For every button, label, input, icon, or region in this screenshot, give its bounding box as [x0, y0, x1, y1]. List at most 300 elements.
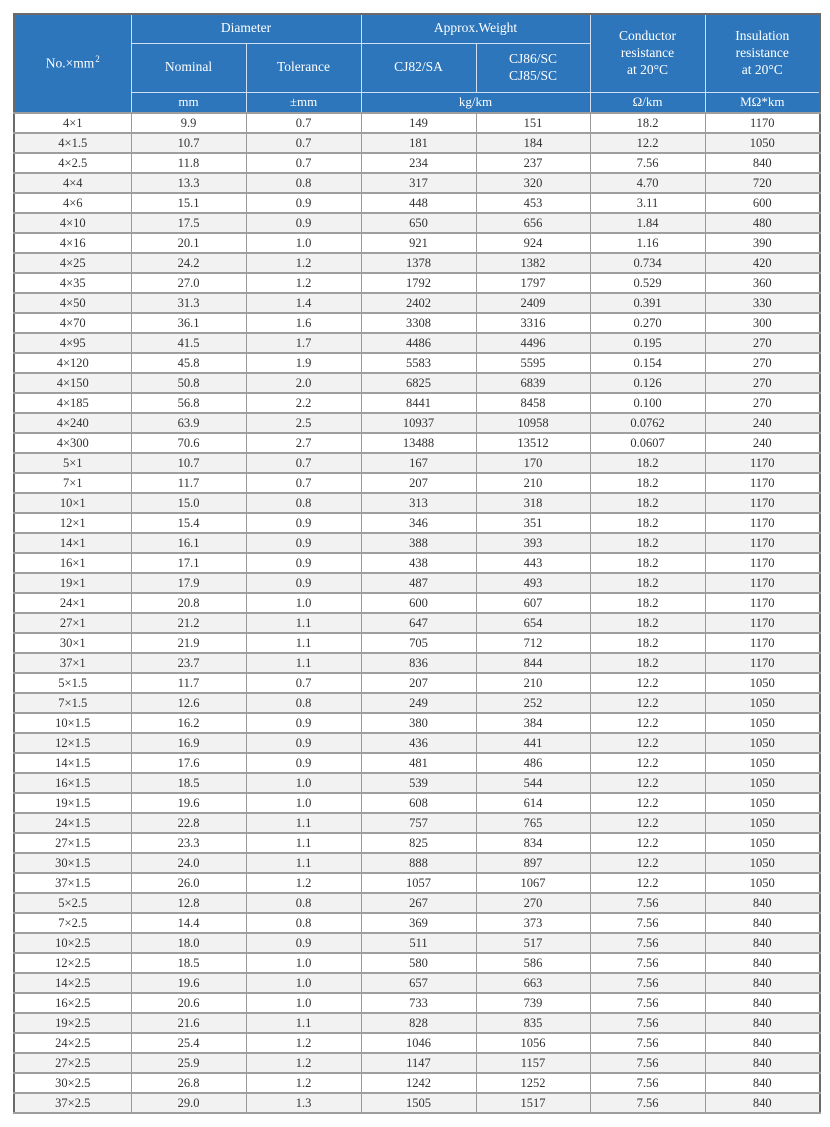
cell-nominal-diameter: 22.8: [131, 813, 246, 833]
cell-cj82-weight: 207: [361, 473, 476, 493]
cell-conductor-resistance: 0.0607: [590, 433, 705, 453]
table-row: [14, 133, 820, 153]
cell-cj82-weight: 487: [361, 573, 476, 593]
cell-tolerance: 1.0: [246, 993, 361, 1013]
table-row: [14, 533, 820, 553]
cell-cj86-weight: 1157: [476, 1053, 590, 1073]
cell-nominal-diameter: 18.5: [131, 953, 246, 973]
cell-cj82-weight: 10937: [361, 413, 476, 433]
cell-cj82-weight: 1505: [361, 1093, 476, 1113]
cell-nominal-diameter: 12.6: [131, 693, 246, 713]
cell-cj86-weight: 844: [476, 653, 590, 673]
cell-insulation-resistance: 1050: [705, 673, 820, 693]
table-row: [14, 773, 820, 793]
cell-nominal-diameter: 36.1: [131, 313, 246, 333]
cell-cj82-weight: 181: [361, 133, 476, 153]
cell-nominal-diameter: 13.3: [131, 173, 246, 193]
cell-cj82-weight: 1046: [361, 1033, 476, 1053]
cell-nominal-diameter: 56.8: [131, 393, 246, 413]
cell-cj82-weight: 249: [361, 693, 476, 713]
cell-cj82-weight: 2402: [361, 293, 476, 313]
cell-cj82-weight: 380: [361, 713, 476, 733]
table-row: [14, 273, 820, 293]
cell-cj86-weight: 151: [476, 113, 590, 133]
cell-conductor-resistance: 4.70: [590, 173, 705, 193]
cell-insulation-resistance: 270: [705, 353, 820, 373]
cell-nominal-diameter: 9.9: [131, 113, 246, 133]
cell-cj86-weight: 1056: [476, 1033, 590, 1053]
table-row: [14, 793, 820, 813]
cell-tolerance: 2.0: [246, 373, 361, 393]
cell-insulation-resistance: 1050: [705, 873, 820, 893]
cell-tolerance: 1.7: [246, 333, 361, 353]
cell-cj86-weight: 924: [476, 233, 590, 253]
cell-cj82-weight: 1147: [361, 1053, 476, 1073]
cell-insulation-resistance: 1050: [705, 833, 820, 853]
cell-size: 4×25: [14, 253, 131, 273]
cell-size: 14×1.5: [14, 753, 131, 773]
cell-size: 24×2.5: [14, 1033, 131, 1053]
cell-size: 10×1: [14, 493, 131, 513]
table-row: [14, 673, 820, 693]
table-row: [14, 1093, 820, 1113]
cell-cj86-weight: 453: [476, 193, 590, 213]
cell-size: 4×10: [14, 213, 131, 233]
cell-nominal-diameter: 26.0: [131, 873, 246, 893]
cell-size: 14×2.5: [14, 973, 131, 993]
cell-conductor-resistance: 18.2: [590, 553, 705, 573]
cell-size: 5×1.5: [14, 673, 131, 693]
cell-cj86-weight: 384: [476, 713, 590, 733]
cell-cj82-weight: 600: [361, 593, 476, 613]
cell-size: 27×1.5: [14, 833, 131, 853]
cell-cj86-weight: 897: [476, 853, 590, 873]
cell-cj86-weight: 8458: [476, 393, 590, 413]
cell-conductor-resistance: 7.56: [590, 1093, 705, 1113]
cell-cj82-weight: 828: [361, 1013, 476, 1033]
cell-insulation-resistance: 420: [705, 253, 820, 273]
cell-conductor-resistance: 12.2: [590, 733, 705, 753]
cell-size: 27×2.5: [14, 1053, 131, 1073]
cell-cj82-weight: 369: [361, 913, 476, 933]
cell-conductor-resistance: 0.126: [590, 373, 705, 393]
header-insulation-line2: resistance: [735, 44, 789, 60]
cell-cj82-weight: 481: [361, 753, 476, 773]
cell-size: 27×1: [14, 613, 131, 633]
header-size-label: No.×mm: [45, 55, 95, 71]
cell-cj82-weight: 539: [361, 773, 476, 793]
cell-conductor-resistance: 0.391: [590, 293, 705, 313]
header-insulation-line3: at 20°C: [741, 61, 783, 77]
cell-nominal-diameter: 17.6: [131, 753, 246, 773]
cell-cj82-weight: 388: [361, 533, 476, 553]
cell-size: 4×185: [14, 393, 131, 413]
cell-size: 4×300: [14, 433, 131, 453]
cell-tolerance: 0.7: [246, 113, 361, 133]
cell-size: 4×6: [14, 193, 131, 213]
cell-conductor-resistance: 1.16: [590, 233, 705, 253]
table-row: [14, 233, 820, 253]
cell-cj86-weight: 739: [476, 993, 590, 1013]
cell-tolerance: 0.8: [246, 913, 361, 933]
cell-nominal-diameter: 10.7: [131, 453, 246, 473]
cell-nominal-diameter: 19.6: [131, 973, 246, 993]
cell-insulation-resistance: 1170: [705, 653, 820, 673]
header-size: [14, 14, 131, 113]
cell-cj86-weight: 5595: [476, 353, 590, 373]
cell-tolerance: 0.9: [246, 713, 361, 733]
cell-conductor-resistance: 7.56: [590, 993, 705, 1013]
cell-size: 37×1.5: [14, 873, 131, 893]
cell-conductor-resistance: 7.56: [590, 893, 705, 913]
cell-tolerance: 1.1: [246, 613, 361, 633]
table-row: [14, 473, 820, 493]
cell-cj86-weight: 712: [476, 633, 590, 653]
cell-tolerance: 1.0: [246, 973, 361, 993]
cell-cj82-weight: 580: [361, 953, 476, 973]
cell-cj82-weight: 13488: [361, 433, 476, 453]
cell-insulation-resistance: 840: [705, 933, 820, 953]
cell-cj86-weight: 663: [476, 973, 590, 993]
table-body: [14, 113, 820, 1113]
cell-cj82-weight: 207: [361, 673, 476, 693]
cell-insulation-resistance: 270: [705, 333, 820, 353]
unit-tolerance-mm: ±mm: [246, 92, 361, 113]
cell-cj82-weight: 511: [361, 933, 476, 953]
cell-size: 30×2.5: [14, 1073, 131, 1093]
cell-cj86-weight: 10958: [476, 413, 590, 433]
table-row: [14, 653, 820, 673]
cell-insulation-resistance: 840: [705, 1093, 820, 1113]
cell-nominal-diameter: 23.3: [131, 833, 246, 853]
cell-cj86-weight: 210: [476, 473, 590, 493]
cell-tolerance: 0.9: [246, 513, 361, 533]
cell-insulation-resistance: 330: [705, 293, 820, 313]
cell-nominal-diameter: 50.8: [131, 373, 246, 393]
cell-conductor-resistance: 12.2: [590, 853, 705, 873]
cell-nominal-diameter: 10.7: [131, 133, 246, 153]
cell-insulation-resistance: 1170: [705, 633, 820, 653]
cell-tolerance: 0.7: [246, 133, 361, 153]
cell-cj86-weight: 373: [476, 913, 590, 933]
cell-size: 4×150: [14, 373, 131, 393]
cell-conductor-resistance: 18.2: [590, 653, 705, 673]
cell-size: 16×1: [14, 553, 131, 573]
cell-insulation-resistance: 600: [705, 193, 820, 213]
cell-nominal-diameter: 41.5: [131, 333, 246, 353]
cell-size: 4×16: [14, 233, 131, 253]
cell-size: 7×2.5: [14, 913, 131, 933]
cell-cj82-weight: 705: [361, 633, 476, 653]
cell-size: 37×1: [14, 653, 131, 673]
cell-nominal-diameter: 24.0: [131, 853, 246, 873]
cell-insulation-resistance: 1050: [705, 813, 820, 833]
cell-conductor-resistance: 18.2: [590, 573, 705, 593]
cell-nominal-diameter: 26.8: [131, 1073, 246, 1093]
table-row: [14, 813, 820, 833]
cable-spec-table: [13, 13, 821, 1114]
cell-tolerance: 0.9: [246, 193, 361, 213]
cell-insulation-resistance: 1170: [705, 593, 820, 613]
cell-tolerance: 1.4: [246, 293, 361, 313]
cell-tolerance: 1.9: [246, 353, 361, 373]
table-row: [14, 1013, 820, 1033]
cell-tolerance: 2.2: [246, 393, 361, 413]
table-row: [14, 973, 820, 993]
cell-cj86-weight: 320: [476, 173, 590, 193]
cell-insulation-resistance: 840: [705, 953, 820, 973]
cell-cj82-weight: 836: [361, 653, 476, 673]
cell-tolerance: 1.0: [246, 953, 361, 973]
cell-insulation-resistance: 720: [705, 173, 820, 193]
cell-tolerance: 1.0: [246, 593, 361, 613]
cell-insulation-resistance: 1170: [705, 113, 820, 133]
cell-tolerance: 1.3: [246, 1093, 361, 1113]
table-row: [14, 353, 820, 373]
cell-nominal-diameter: 21.2: [131, 613, 246, 633]
table-row: [14, 433, 820, 453]
cell-cj86-weight: 834: [476, 833, 590, 853]
cell-cj82-weight: 608: [361, 793, 476, 813]
cell-cj86-weight: 517: [476, 933, 590, 953]
cell-cj86-weight: 4496: [476, 333, 590, 353]
cell-cj86-weight: 270: [476, 893, 590, 913]
cell-cj86-weight: 6839: [476, 373, 590, 393]
cell-insulation-resistance: 840: [705, 1073, 820, 1093]
cell-size: 16×2.5: [14, 993, 131, 1013]
cell-tolerance: 0.7: [246, 673, 361, 693]
cell-size: 30×1: [14, 633, 131, 653]
cell-tolerance: 0.8: [246, 693, 361, 713]
cell-conductor-resistance: 7.56: [590, 913, 705, 933]
cell-cj86-weight: 1252: [476, 1073, 590, 1093]
table-row: [14, 633, 820, 653]
table-row: [14, 213, 820, 233]
cell-cj82-weight: 657: [361, 973, 476, 993]
cell-insulation-resistance: 1170: [705, 453, 820, 473]
cell-size: 12×1.5: [14, 733, 131, 753]
cell-cj86-weight: 586: [476, 953, 590, 973]
cell-conductor-resistance: 12.2: [590, 753, 705, 773]
cell-cj82-weight: 888: [361, 853, 476, 873]
cell-insulation-resistance: 480: [705, 213, 820, 233]
cell-size: 24×1.5: [14, 813, 131, 833]
cell-size: 19×1.5: [14, 793, 131, 813]
cell-cj82-weight: 825: [361, 833, 476, 853]
cell-insulation-resistance: 1050: [705, 733, 820, 753]
cell-cj82-weight: 647: [361, 613, 476, 633]
cell-conductor-resistance: 0.0762: [590, 413, 705, 433]
table-row: [14, 373, 820, 393]
cell-tolerance: 0.8: [246, 493, 361, 513]
cell-nominal-diameter: 27.0: [131, 273, 246, 293]
header-tolerance: Tolerance: [246, 43, 361, 92]
cell-cj82-weight: 436: [361, 733, 476, 753]
cell-tolerance: 1.1: [246, 633, 361, 653]
table-row: [14, 413, 820, 433]
cell-conductor-resistance: 7.56: [590, 153, 705, 173]
table-row: [14, 1073, 820, 1093]
cell-cj82-weight: 438: [361, 553, 476, 573]
cell-cj86-weight: 13512: [476, 433, 590, 453]
cell-cj86-weight: 170: [476, 453, 590, 473]
table-row: [14, 953, 820, 973]
cell-conductor-resistance: 18.2: [590, 533, 705, 553]
table-row: [14, 733, 820, 753]
cell-insulation-resistance: 1170: [705, 613, 820, 633]
table-row: [14, 253, 820, 273]
cell-cj86-weight: 656: [476, 213, 590, 233]
cell-tolerance: 1.0: [246, 233, 361, 253]
cell-conductor-resistance: 18.2: [590, 513, 705, 533]
cell-nominal-diameter: 17.1: [131, 553, 246, 573]
header-insulation-resistance: [705, 14, 820, 92]
header-insulation-line1: Insulation: [735, 27, 790, 43]
header-row-groups: [14, 14, 820, 43]
cell-size: 10×1.5: [14, 713, 131, 733]
cell-nominal-diameter: 16.9: [131, 733, 246, 753]
table-row: [14, 173, 820, 193]
cell-tolerance: 0.8: [246, 893, 361, 913]
cell-cj82-weight: 5583: [361, 353, 476, 373]
cell-cj82-weight: 234: [361, 153, 476, 173]
header-cj86: [476, 43, 590, 92]
cell-insulation-resistance: 240: [705, 413, 820, 433]
cell-size: 5×2.5: [14, 893, 131, 913]
cell-conductor-resistance: 0.270: [590, 313, 705, 333]
cell-size: 5×1: [14, 453, 131, 473]
cell-insulation-resistance: 1170: [705, 533, 820, 553]
table-row: [14, 933, 820, 953]
cell-nominal-diameter: 19.6: [131, 793, 246, 813]
cell-nominal-diameter: 16.2: [131, 713, 246, 733]
unit-mm: mm: [131, 92, 246, 113]
cell-tolerance: 1.1: [246, 833, 361, 853]
cell-tolerance: 0.7: [246, 153, 361, 173]
cell-tolerance: 2.7: [246, 433, 361, 453]
table-header: [14, 14, 820, 113]
table-row: [14, 593, 820, 613]
table-row: [14, 293, 820, 313]
cell-insulation-resistance: 840: [705, 1033, 820, 1053]
cell-insulation-resistance: 1170: [705, 573, 820, 593]
cell-cj86-weight: 237: [476, 153, 590, 173]
cell-nominal-diameter: 11.7: [131, 673, 246, 693]
cell-insulation-resistance: 1050: [705, 713, 820, 733]
cell-conductor-resistance: 18.2: [590, 453, 705, 473]
cell-nominal-diameter: 17.9: [131, 573, 246, 593]
cell-size: 4×2.5: [14, 153, 131, 173]
cell-conductor-resistance: 0.195: [590, 333, 705, 353]
cell-conductor-resistance: 7.56: [590, 1033, 705, 1053]
cell-tolerance: 1.2: [246, 1073, 361, 1093]
cell-insulation-resistance: 1170: [705, 493, 820, 513]
cell-conductor-resistance: 12.2: [590, 773, 705, 793]
cell-size: 24×1: [14, 593, 131, 613]
cell-nominal-diameter: 70.6: [131, 433, 246, 453]
cell-insulation-resistance: 840: [705, 973, 820, 993]
cell-nominal-diameter: 15.0: [131, 493, 246, 513]
cell-conductor-resistance: 12.2: [590, 133, 705, 153]
cell-tolerance: 1.1: [246, 653, 361, 673]
cell-cj86-weight: 2409: [476, 293, 590, 313]
header-approx-weight-group: Approx.Weight: [361, 14, 590, 43]
cell-nominal-diameter: 18.5: [131, 773, 246, 793]
cell-nominal-diameter: 45.8: [131, 353, 246, 373]
cell-cj82-weight: 1057: [361, 873, 476, 893]
cell-tolerance: 1.2: [246, 1033, 361, 1053]
cell-tolerance: 1.2: [246, 253, 361, 273]
cell-size: 7×1.5: [14, 693, 131, 713]
table-row: [14, 893, 820, 913]
cell-insulation-resistance: 1170: [705, 473, 820, 493]
cell-tolerance: 0.9: [246, 213, 361, 233]
cell-insulation-resistance: 240: [705, 433, 820, 453]
cell-cj86-weight: 835: [476, 1013, 590, 1033]
cell-cj82-weight: 8441: [361, 393, 476, 413]
header-cj82: CJ82/SA: [361, 43, 476, 92]
cell-nominal-diameter: 16.1: [131, 533, 246, 553]
cell-cj82-weight: 921: [361, 233, 476, 253]
cell-insulation-resistance: 1050: [705, 753, 820, 773]
table-row: [14, 193, 820, 213]
cell-insulation-resistance: 1050: [705, 133, 820, 153]
header-cj86-line1: CJ86/SC: [509, 50, 558, 66]
cell-tolerance: 0.9: [246, 733, 361, 753]
cell-cj86-weight: 3316: [476, 313, 590, 333]
cell-size: 12×2.5: [14, 953, 131, 973]
cell-tolerance: 0.9: [246, 933, 361, 953]
cell-size: 4×4: [14, 173, 131, 193]
cell-cj86-weight: 1797: [476, 273, 590, 293]
cell-cj86-weight: 607: [476, 593, 590, 613]
unit-weight: kg/km: [361, 92, 590, 113]
cell-cj86-weight: 318: [476, 493, 590, 513]
header-conductor-line3: at 20°C: [627, 61, 669, 77]
cell-conductor-resistance: 1.84: [590, 213, 705, 233]
table-row: [14, 333, 820, 353]
cell-insulation-resistance: 1050: [705, 773, 820, 793]
cell-tolerance: 0.9: [246, 573, 361, 593]
cell-nominal-diameter: 18.0: [131, 933, 246, 953]
unit-conductor: Ω/km: [590, 92, 705, 113]
cell-cj86-weight: 443: [476, 553, 590, 573]
cell-cj82-weight: 1242: [361, 1073, 476, 1093]
table-row: [14, 1053, 820, 1073]
cell-insulation-resistance: 1050: [705, 853, 820, 873]
cell-cj82-weight: 448: [361, 193, 476, 213]
table-row: [14, 693, 820, 713]
cell-tolerance: 2.5: [246, 413, 361, 433]
cell-conductor-resistance: 7.56: [590, 1053, 705, 1073]
table-row: [14, 1033, 820, 1053]
cell-size: 4×1.5: [14, 133, 131, 153]
cell-cj86-weight: 493: [476, 573, 590, 593]
cell-cj82-weight: 757: [361, 813, 476, 833]
header-cj86-line2: CJ85/SC: [509, 67, 558, 83]
cell-nominal-diameter: 21.6: [131, 1013, 246, 1033]
cell-conductor-resistance: 7.56: [590, 973, 705, 993]
table-row: [14, 453, 820, 473]
cell-size: 12×1: [14, 513, 131, 533]
cell-cj82-weight: 1378: [361, 253, 476, 273]
cell-size: 7×1: [14, 473, 131, 493]
cell-insulation-resistance: 840: [705, 1053, 820, 1073]
cell-conductor-resistance: 12.2: [590, 693, 705, 713]
cell-tolerance: 1.2: [246, 873, 361, 893]
cell-nominal-diameter: 15.1: [131, 193, 246, 213]
cell-cj86-weight: 654: [476, 613, 590, 633]
